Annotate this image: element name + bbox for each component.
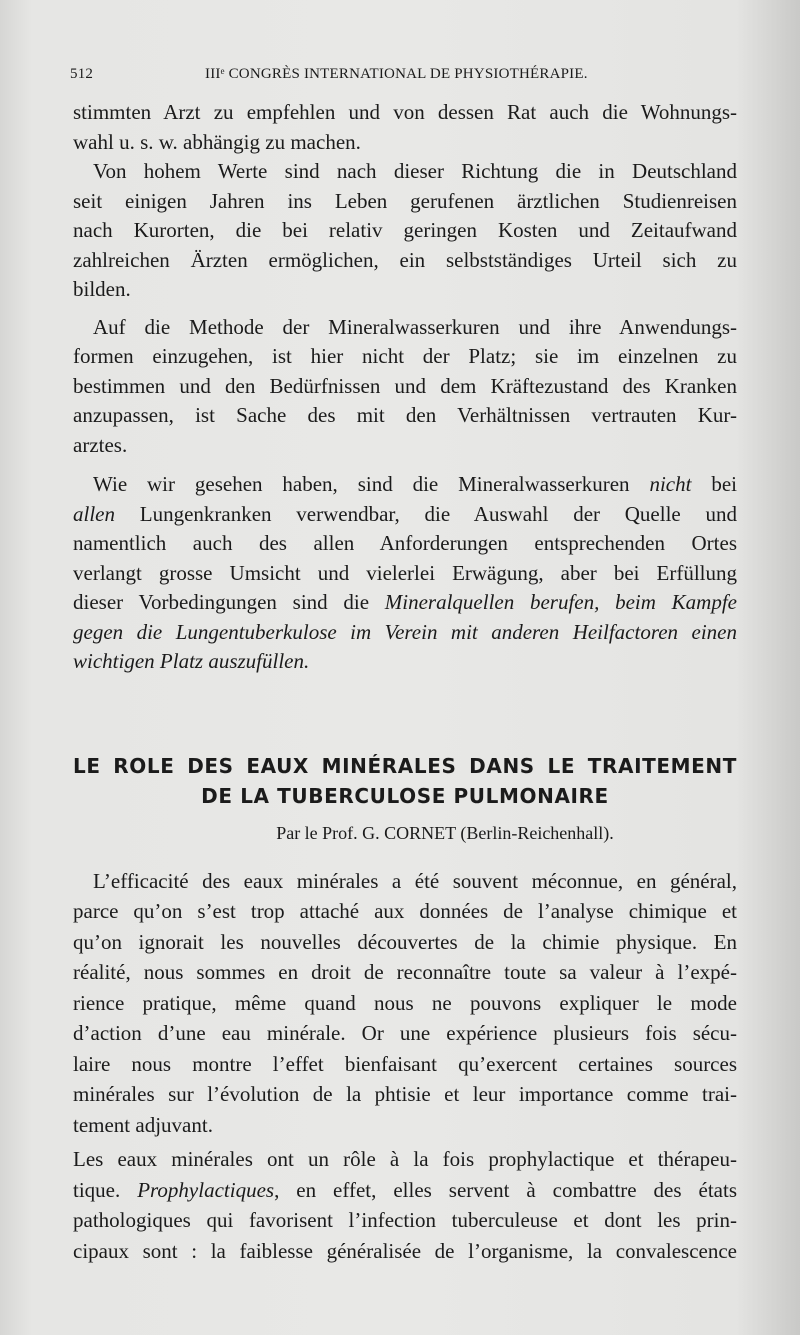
- french-paragraph-2: [73, 1144, 737, 1266]
- text-line: verlangt grosse Umsicht und vielerlei Erwägung, aber bei Erfüllung: [73, 560, 737, 585]
- italic-run: allen: [73, 501, 115, 526]
- italic-run: gegen die Lungentuberkulose im Verein mit anderen Heilfactoren einen: [73, 619, 737, 644]
- text-line: [73, 1175, 737, 1206]
- text-line: wahl u. s. w. abhängig zu machen.: [73, 129, 361, 154]
- page-number: 512: [70, 66, 94, 82]
- text-line: d’action d’une eau minérale. Or une expérience plusieurs fois sécu-: [73, 1021, 737, 1045]
- text-line: parce qu’on s’est trop attaché aux données de l’analyse chimique et: [73, 899, 737, 923]
- text-line: [73, 647, 737, 677]
- text-run: Wie wir gesehen haben, sind die Mineralwasserkuren: [93, 472, 650, 496]
- text-line: Les eaux minérales ont un rôle à la fois prophylactique et thérapeu-: [73, 1147, 737, 1171]
- text-line: formen einzugehen, ist hier nicht der Platz; sie im einzelnen zu: [73, 344, 737, 368]
- german-paragraph-3: [73, 313, 737, 461]
- section-title-line-2: DE LA TUBERCULOSE PULMONAIRE: [201, 783, 609, 808]
- text-line: stimmten Arzt zu empfehlen und von dessen Rat auch die Wohnungs-: [73, 100, 737, 124]
- text-line: zahlreichen Ärzten ermöglichen, ein selbstständiges Urteil sich zu: [73, 247, 737, 272]
- text-line: qu’on ignorait les nouvelles découvertes de la chimie physique. En: [73, 929, 737, 954]
- italic-run: wichtigen Platz auszufüllen.: [73, 649, 310, 673]
- text-line: tement adjuvant.: [73, 1112, 213, 1137]
- german-paragraph-2: [73, 157, 737, 305]
- text-line: [73, 470, 737, 500]
- text-line: seit einigen Jahren ins Leben gerufenen ärztlichen Studienreisen: [73, 188, 737, 213]
- text-line: bilden.: [73, 277, 131, 301]
- text-line: [73, 588, 737, 618]
- text-line: laire nous montre l’effet bienfaisant qu’exercent certaines sources: [73, 1051, 737, 1076]
- text-line: [73, 618, 737, 648]
- text-run: tique.: [73, 1177, 138, 1202]
- text-line: arztes.: [73, 432, 128, 457]
- section-title: [73, 751, 737, 811]
- text-line: Von hohem Werte sind nach dieser Richtung die in Deutschland: [93, 159, 737, 183]
- text-line: cipaux sont : la faiblesse généralisée de l’organisme, la convalescence: [73, 1238, 737, 1263]
- text-line: minérales sur l’évolution de la phtisie et leur importance comme trai-: [73, 1082, 737, 1106]
- author-byline: Par le Prof. G. CORNET (Berlin-Reichenhall).: [276, 822, 614, 843]
- text-line: nach Kurorten, die bei relativ geringen Kosten und Zeitaufwand: [73, 218, 737, 242]
- italic-run: nicht: [649, 472, 692, 496]
- text-run: , en effet, elles servent à combattre des états: [274, 1177, 737, 1202]
- german-paragraph-1: [73, 98, 737, 157]
- text-line: réalité, nous sommes en droit de reconnaître toute sa valeur à l’expé-: [73, 960, 737, 984]
- page-body: [73, 98, 737, 1266]
- text-line: pathologiques qui favorisent l’infection tuberculeuse et dont les prin-: [73, 1208, 737, 1232]
- text-line: anzupassen, ist Sache des mit den Verhältnissen vertrauten Kur-: [73, 403, 737, 427]
- german-paragraph-4: [73, 470, 737, 677]
- text-line: bestimmen und den Bedürfnissen und dem Kräftezustand des Kranken: [73, 373, 737, 398]
- french-paragraph-1: [73, 866, 737, 1141]
- text-run: bei: [691, 472, 737, 496]
- text-line: namentlich auch des allen Anforderungen entsprechenden Ortes: [73, 531, 737, 555]
- text-line: [73, 500, 737, 530]
- text-run: Lungenkranken verwendbar, die Auswahl der Quelle und: [115, 501, 737, 526]
- italic-run: Mineralquellen berufen, beim Kampfe: [384, 590, 737, 614]
- text-run: dieser Vorbedingungen sind die: [73, 590, 385, 614]
- running-header: [70, 66, 740, 83]
- text-line: L’efficacité des eaux minérales a été souvent méconnue, en général,: [93, 868, 737, 893]
- text-line: rience pratique, même quand nous ne pouvons expliquer le mode: [73, 990, 737, 1015]
- section-title-line-1: LE ROLE DES EAUX MINÉRALES DANS LE TRAITEMENT: [73, 753, 737, 778]
- text-line: Auf die Methode der Mineralwasserkuren und ihre Anwendungs-: [93, 314, 737, 339]
- italic-run: Prophylactiques: [137, 1177, 275, 1202]
- running-title: IIIᵉ CONGRÈS INTERNATIONAL DE PHYSIOTHÉRAPIE.: [205, 66, 588, 82]
